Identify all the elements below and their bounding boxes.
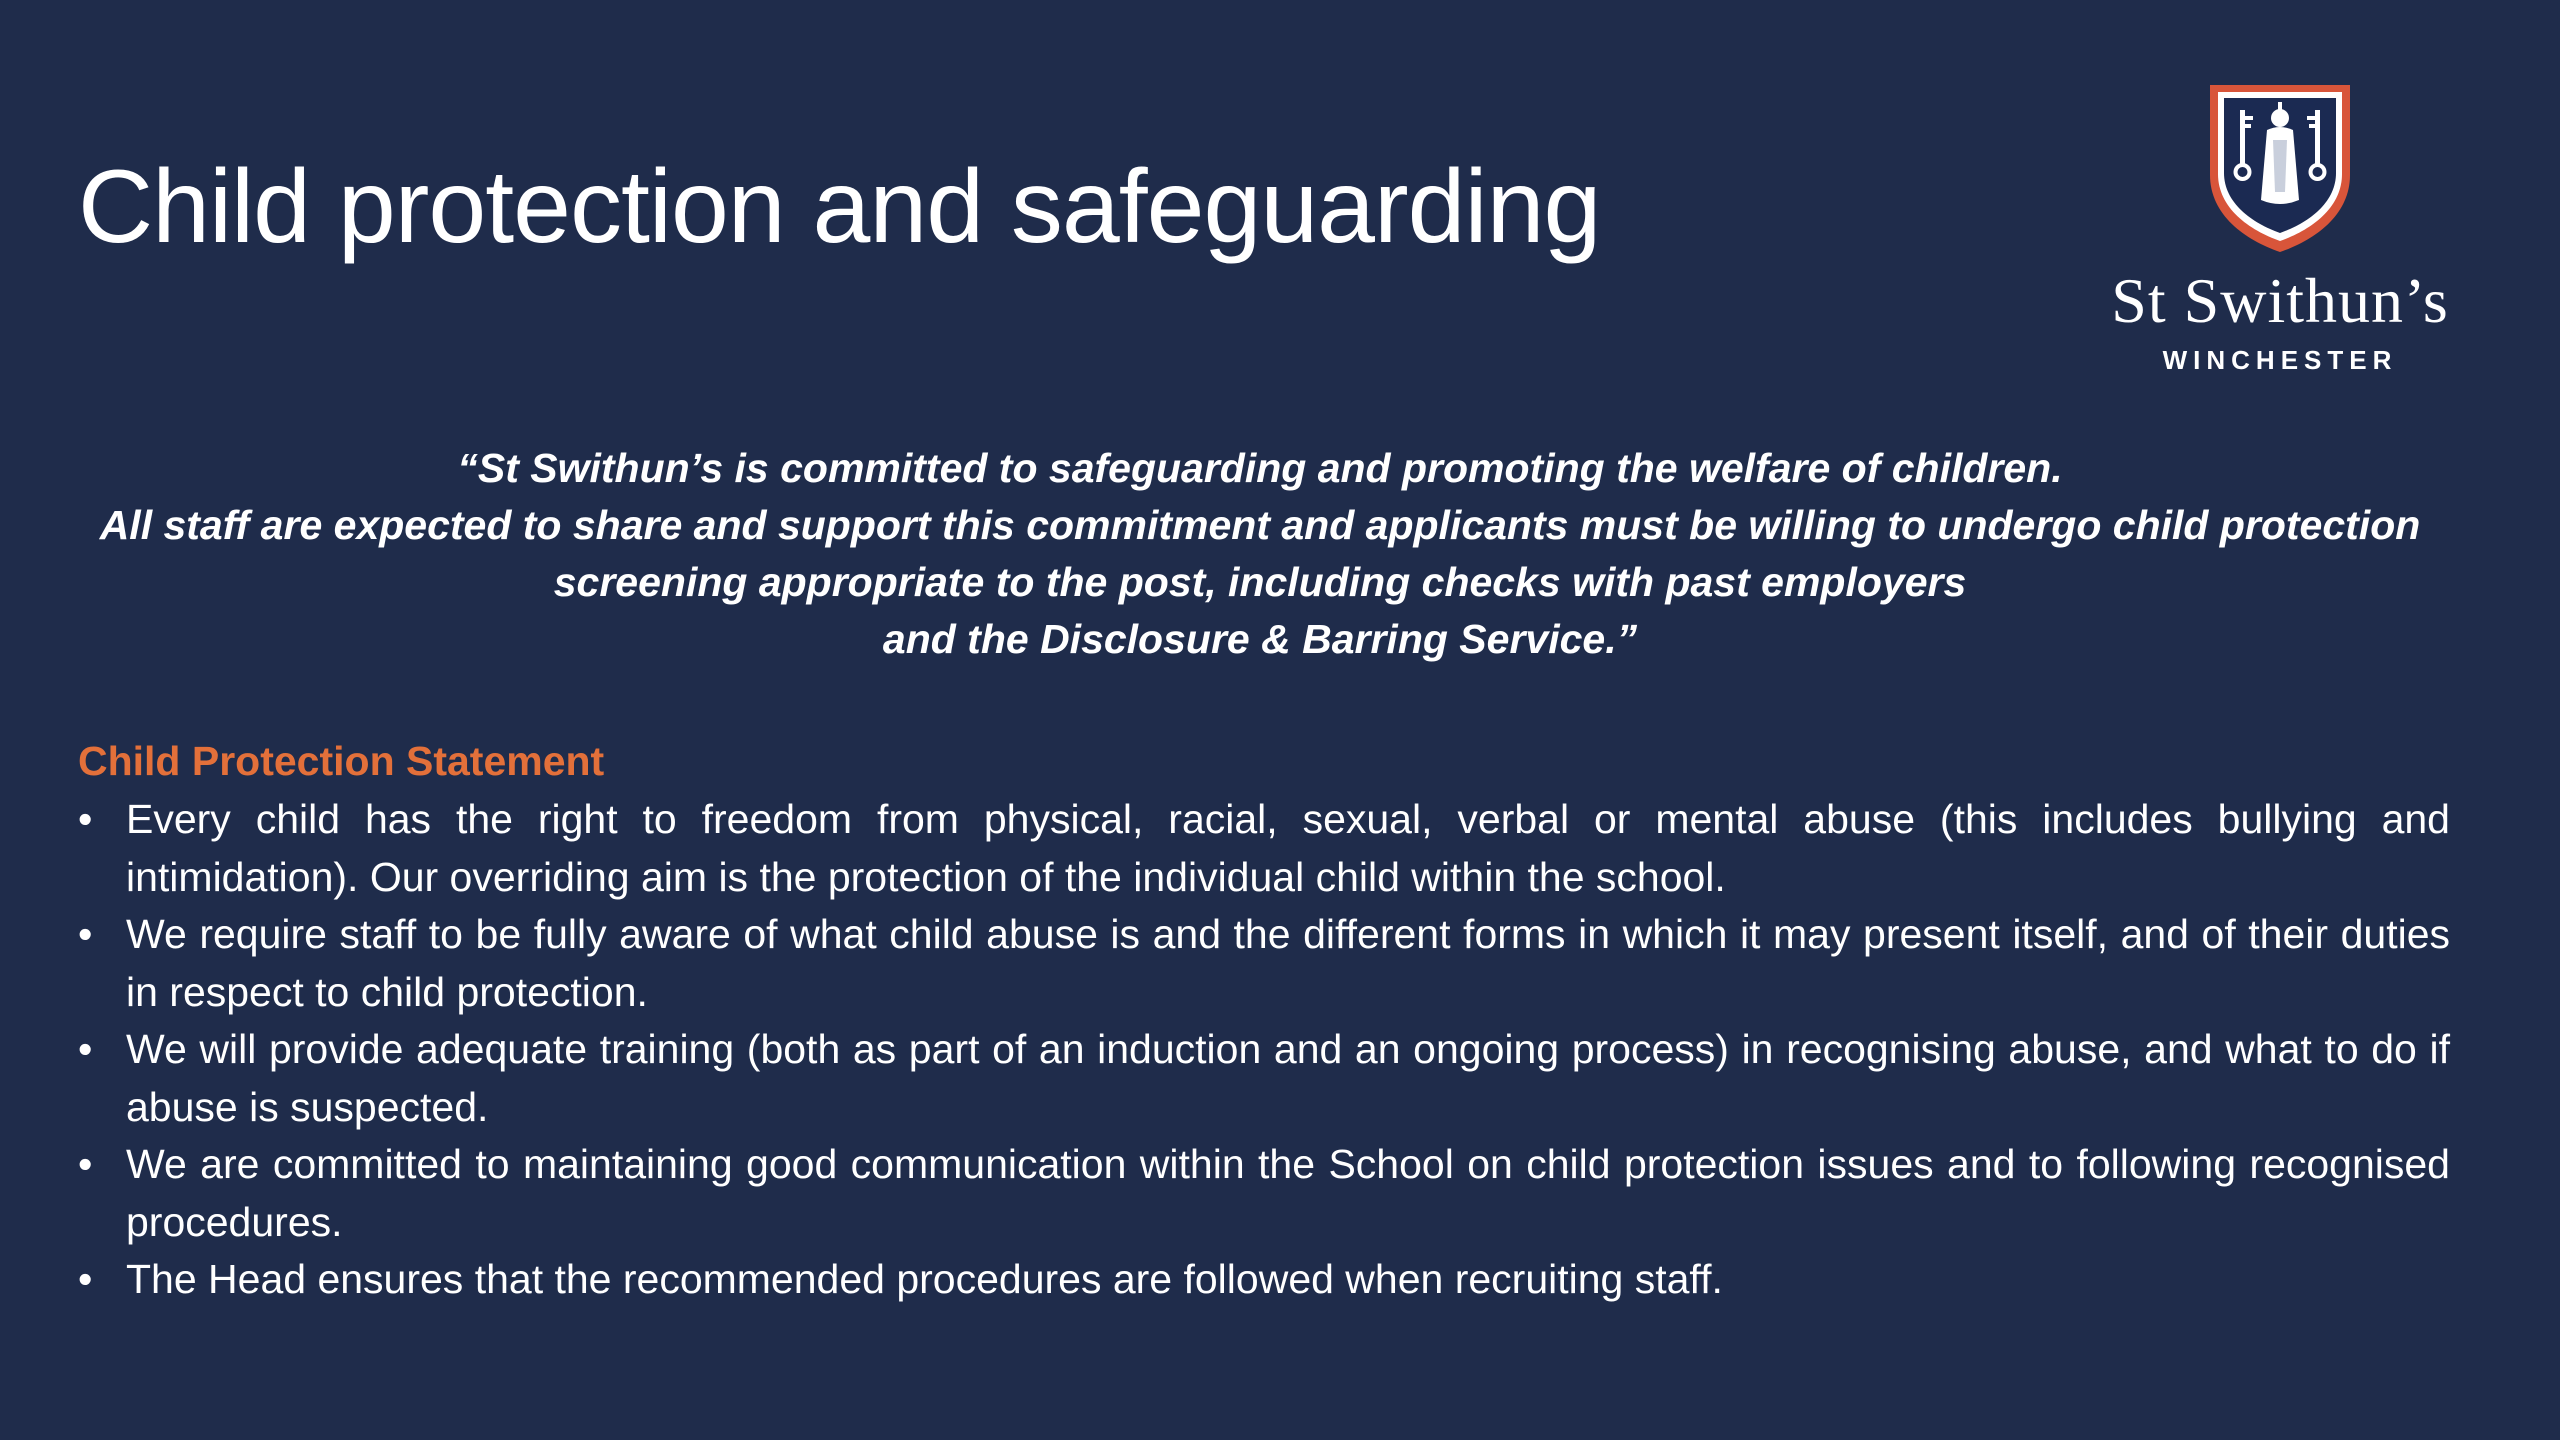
list-item-text: The Head ensures that the recommended procedures are followed when recruiting staff. xyxy=(126,1256,1723,1302)
bullet-icon: • xyxy=(78,1026,93,1072)
school-crest-icon xyxy=(2205,80,2355,255)
list-item xyxy=(78,1021,2450,1136)
list-item xyxy=(78,791,2450,906)
list-item xyxy=(78,906,2450,1021)
quote-line: All staff are expected to share and support this commitment and applicants must be willing to undergo child protection xyxy=(99,502,2421,548)
slide-title: Child protection and safeguarding xyxy=(78,149,1601,265)
list-item xyxy=(78,1251,2450,1309)
list-item-text: We require staff to be fully aware of what child abuse is and the different forms in which it may present itself, and of their duties in respect to child protection. xyxy=(126,911,2450,1015)
list-item-text: We will provide adequate training (both as part of an induction and an ongoing process) in recognising abuse, and what to do if abuse is suspected. xyxy=(126,1026,2450,1130)
logo-school-name: St Swithun’s xyxy=(2111,265,2449,336)
school-logo xyxy=(2080,80,2480,375)
statement-list xyxy=(78,791,2450,1309)
quote-line: screening appropriate to the post, including checks with past employers xyxy=(553,559,1967,605)
list-item-text: We are committed to maintaining good communication within the School on child protection issues and to following recognised procedures. xyxy=(126,1141,2450,1245)
list-item xyxy=(78,1136,2450,1251)
safeguarding-quote xyxy=(60,440,2460,668)
bullet-icon: • xyxy=(78,796,93,842)
bullet-icon: • xyxy=(78,1256,93,1302)
quote-line: and the Disclosure & Barring Service.” xyxy=(882,616,1638,662)
bullet-icon: • xyxy=(78,1141,93,1187)
list-item-text: Every child has the right to freedom from physical, racial, sexual, verbal or mental abuse (this includes bullying and intimidation). Our overriding aim is the protection of the individual child within the school. xyxy=(126,796,2450,900)
logo-location: WINCHESTER xyxy=(2162,345,2398,375)
section-heading: Child Protection Statement xyxy=(78,738,605,784)
quote-line: “St Swithun’s is committed to safeguarding and promoting the welfare of children. xyxy=(457,445,2063,491)
bullet-icon: • xyxy=(78,911,93,957)
